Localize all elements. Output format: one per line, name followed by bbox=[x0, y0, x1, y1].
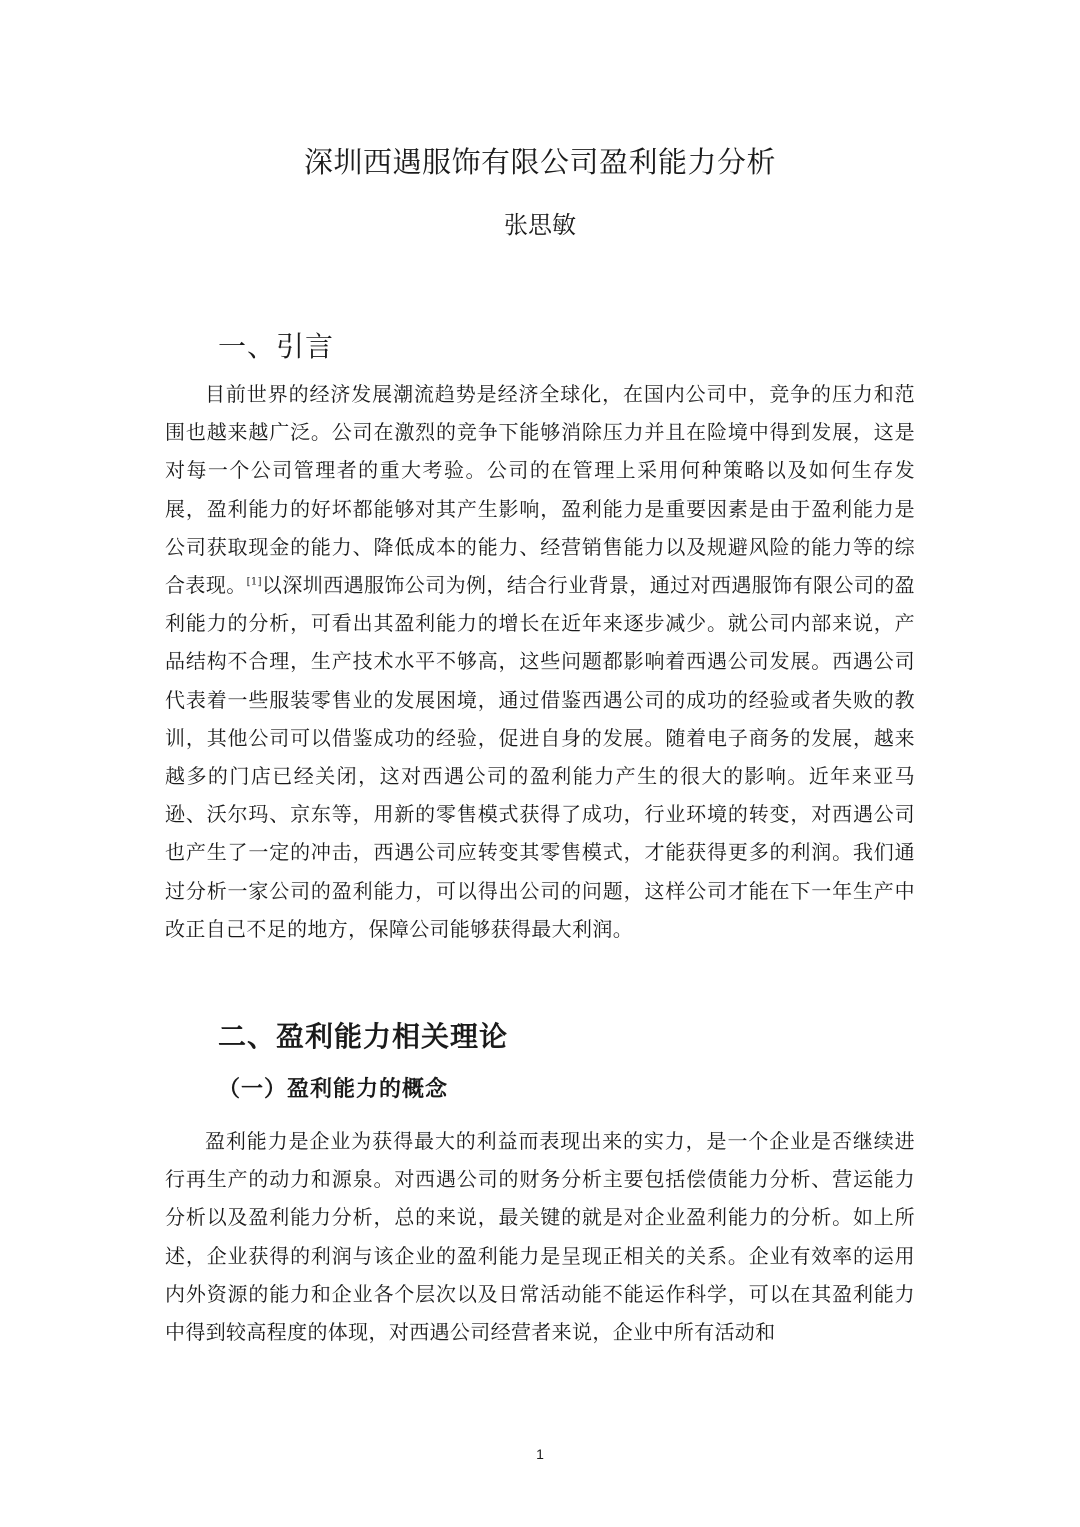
intro-text-before-citation: 目前世界的经济发展潮流趋势是经济全球化，在国内公司中，竞争的压力和范围也越来越广泛。公司在激烈的竞争下能够消除压力并且在险境中得到发展，这是对每一个公司管理者的重大考验。公司的在管理上采用何种策略以及如何生存发展，盈利能力的好坏都能够对其产生影响，盈利能力是重要因素是由于盈利能力是公司获取现金的能力、降低成本的能力、经营销售能力以及规避风险的能力等的综合表现。 bbox=[165, 382, 915, 598]
page-number: 1 bbox=[536, 1446, 544, 1462]
citation-marker: [1] bbox=[246, 576, 262, 588]
intro-paragraph bbox=[165, 375, 915, 948]
author-name: 张思敏 bbox=[504, 211, 576, 239]
section-heading-intro: 一、引言 bbox=[218, 330, 335, 363]
document-title: 深圳西遇服饰有限公司盈利能力分析 bbox=[303, 145, 776, 179]
subsection-heading-concept: （一）盈利能力的概念 bbox=[218, 1077, 449, 1102]
section-heading-theory: 二、盈利能力相关理论 bbox=[218, 1020, 509, 1053]
concept-paragraph: 盈利能力是企业为获得最大的利益而表现出来的实力，是一个企业是否继续进行再生产的动力和源泉。对西遇公司的财务分析主要包括偿债能力分析、营运能力分析以及盈利能力分析，总的来说，最关键的就是对企业盈利能力的分析。如上所述，企业获得的利润与该企业的盈利能力是呈现正相关的关系。企业有效率的运用内外资源的能力和企业各个层次以及日常活动能不能运作科学，可以在其盈利能力中得到较高程度的体现，对西遇公司经营者来说，企业中所有活动和 bbox=[165, 1129, 915, 1345]
intro-text-after-citation: 以深圳西遇服饰公司为例，结合行业背景，通过对西遇服饰有限公司的盈利能力的分析，可看出其盈利能力的增长在近年来逐步减少。就公司内部来说，产品结构不合理，生产技术水平不够高，这些问题都影响着西遇公司发展。西遇公司代表着一些服装零售业的发展困境，通过借鉴西遇公司的成功的经验或者失败的教训，其他公司可以借鉴成功的经验，促进自身的发展。随着电子商务的发展，越来越多的门店已经关闭，这对西遇公司的盈利能力产生的很大的影响。近年来亚马逊、沃尔玛、京东等，用新的零售模式获得了成功，行业环境的转变，对西遇公司也产生了一定的冲击，西遇公司应转变其零售模式，才能获得更多的利润。我们通过分析一家公司的盈利能力，可以得出公司的问题，这样公司才能在下一年生产中改正自己不足的地方，保障公司能够获得最大利润。 bbox=[165, 573, 916, 941]
